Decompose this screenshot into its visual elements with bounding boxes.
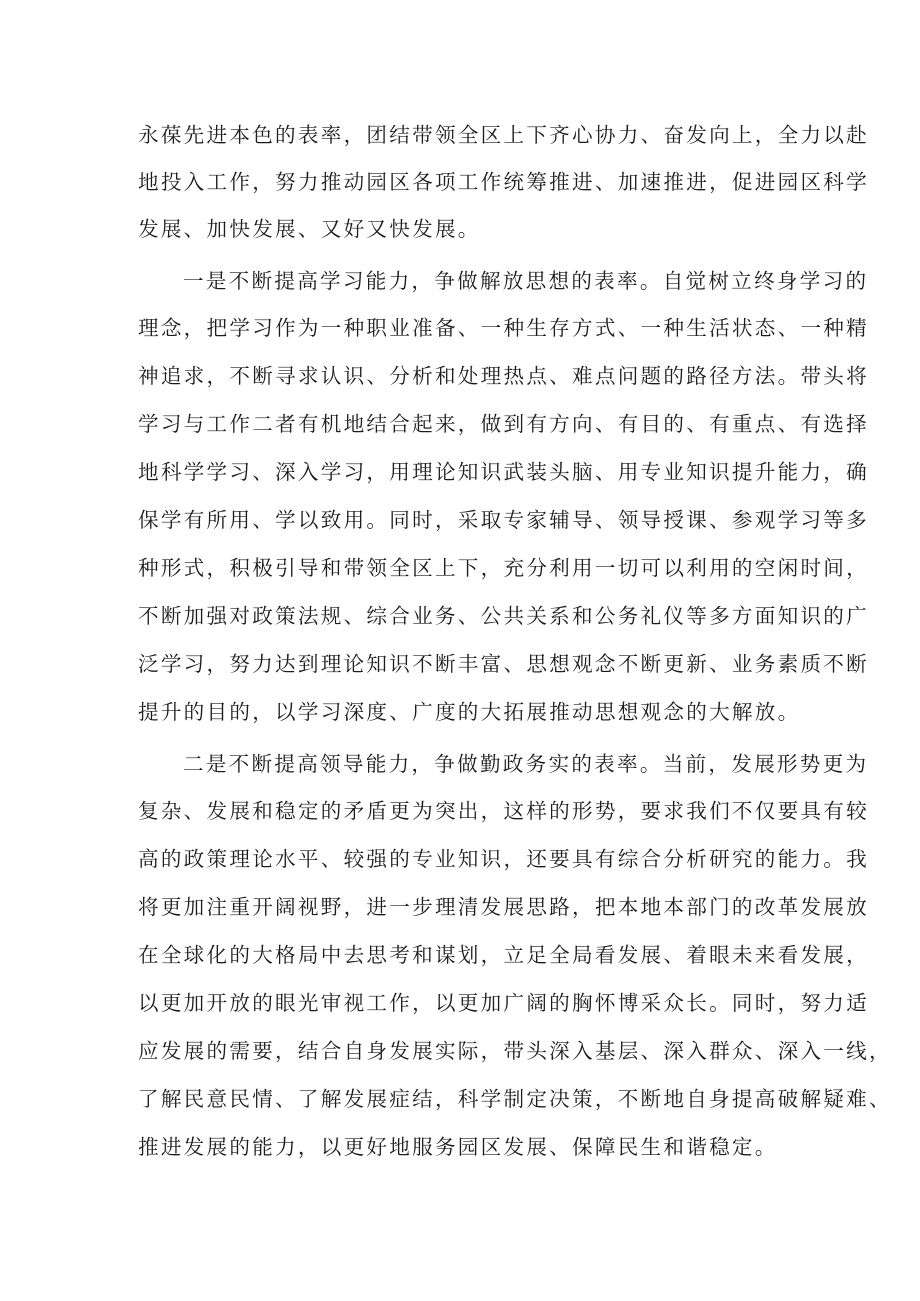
body-text-line: 高的政策理论水平、较强的专业知识，还要具有综合分析研究的能力。我 — [138, 847, 869, 871]
body-text-line: 推进发展的能力，以更好地服务园区发展、保障民生和谐稳定。 — [138, 1135, 778, 1159]
body-text-line: 将更加注重开阔视野，进一步理清发展思路，把本地本部门的改革发展放 — [138, 895, 869, 919]
body-text-line: 以更加开放的眼光审视工作，以更加广阔的胸怀博采众长。同时，努力适 — [138, 991, 869, 1015]
body-text-line: 了解民意民情、了解发展症结，科学制定决策，不断地自身提高破解疑难、 — [138, 1087, 892, 1111]
body-text-line: 学习与工作二者有机地结合起来，做到有方向、有目的、有重点、有选择 — [138, 412, 869, 436]
body-text-line: 不断加强对政策法规、综合业务、公共关系和公务礼仪等多方面知识的广 — [138, 604, 869, 628]
body-text-line: 复杂、发展和稳定的矛盾更为突出，这样的形势，要求我们不仅要具有较 — [138, 799, 869, 823]
body-text-line: 理念，把学习作为一种职业准备、一种生存方式、一种生活状态、一种精 — [138, 316, 869, 340]
body-text-line: 发展、加快发展、又好又快发展。 — [138, 217, 481, 241]
body-text-line: 神追求，不断寻求认识、分析和处理热点、难点问题的路径方法。带头将 — [138, 364, 869, 388]
body-text-line: 种形式，积极引导和带领全区上下，充分利用一切可以利用的空闲时间， — [138, 556, 869, 580]
body-text-line: 保学有所用、学以致用。同时，采取专家辅导、领导授课、参观学习等多 — [138, 508, 869, 532]
body-text-line: 提升的目的，以学习深度、广度的大拓展推动思想观念的大解放。 — [138, 700, 801, 724]
body-text-line: 地科学学习、深入学习，用理论知识武装头脑、用专业知识提升能力，确 — [138, 460, 869, 484]
paragraph-first-line: 二是不断提高领导能力，争做勤政务实的表率。当前，发展形势更为 — [183, 752, 869, 776]
body-text-line: 永葆先进本色的表率，团结带领全区上下齐心协力、奋发向上，全力以赴 — [138, 123, 869, 147]
body-text-line: 在全球化的大格局中去思考和谋划，立足全局看发展、着眼未来看发展， — [138, 943, 869, 967]
body-text-line: 泛学习，努力达到理论知识不断丰富、思想观念不断更新、业务素质不断 — [138, 652, 869, 676]
body-text-line: 地投入工作，努力推动园区各项工作统筹推进、加速推进，促进园区科学 — [138, 170, 869, 194]
paragraph-first-line: 一是不断提高学习能力，争做解放思想的表率。自觉树立终身学习的 — [183, 269, 869, 293]
body-text-line: 应发展的需要，结合自身发展实际，带头深入基层、深入群众、深入一线， — [138, 1039, 892, 1063]
